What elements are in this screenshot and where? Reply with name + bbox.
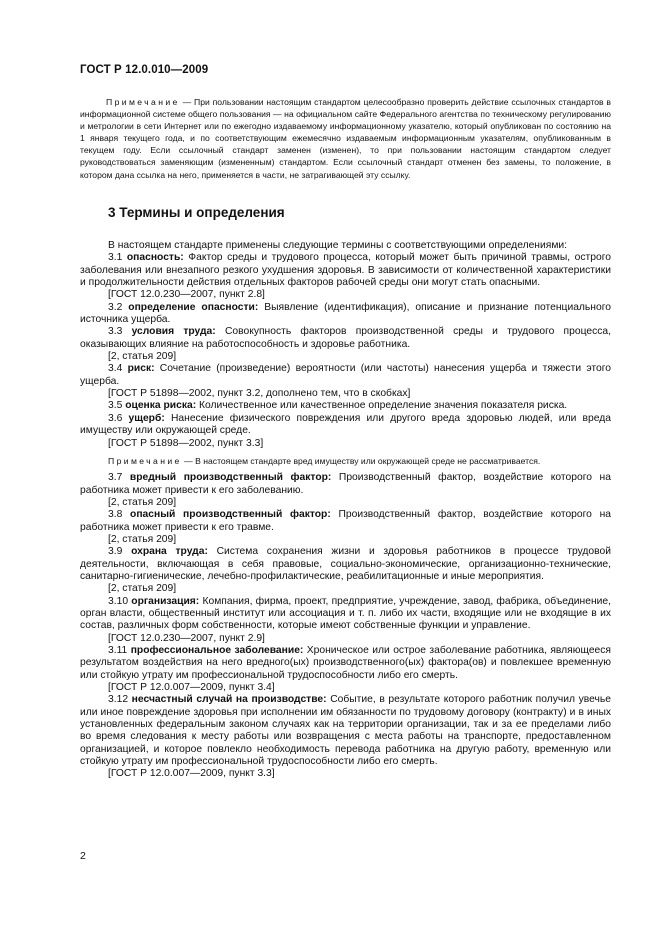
term-name: условия труда: (131, 326, 216, 338)
page-number: 2 (80, 850, 86, 862)
term-name: риск: (127, 363, 155, 375)
term-3-4: 3.4 риск: Сочетание (произведение) вероятности (или частоты) нанесения ущерба и тяжести этого ущерба. (80, 363, 611, 387)
note-text: — При пользовании настоящим стандартом целесообразно проверить действие ссылочных стандартов в информационной системе общего пользования — на официальном сайте Федерального агентства по техническому регулированию и метрологии в сети Интернет или по ежегодно издаваемому информационному указателю, который опубликован по состоянию на 1 января текущего года, и по соответствующим ежемесячно издаваемым информационным указателям, опубликованным в текущем году. Если ссылочный стандарт заменен (изменен), то при пользовании настоящим стандартом следует руководствоваться заменяющим (измененным) стандартом. Если ссылочный стандарт отменен без замены, то положение, в котором дана ссылка на него, применяется в части, не затрагивающей эту ссылку. (80, 97, 612, 180)
term-3-8-ref: [2, статья 209] (108, 533, 177, 545)
term-3-7-ref: [2, статья 209] (108, 496, 177, 508)
term-3-7: 3.7 вредный производственный фактор: Производственный фактор, воздействие которого на работника может привести к его заболеванию. (80, 472, 611, 496)
term-name: профессиональное заболевание: (130, 645, 304, 656)
term-3-4-ref: [ГОСТ Р 51898—2002, пункт 3.2, дополнено тем, что в скобках] (108, 388, 411, 400)
term-3-10-ref: [ГОСТ 12.0.230—2007, пункт 2.9] (108, 632, 265, 644)
note-harm-scope: Примечание — В настоящем стандарте вред имуществу или окружающей среде не рассматривается. (108, 455, 541, 466)
term-3-10: 3.10 организация: Компания, фирма, проект, предприятие, учреждение, завод, фабрика, объединение, орган власти, общественный институт или ассоциация и т. п. либо их части, входящие или не входящие в их состав, различных форм собственности, которые имеют собственные функции и управление. (80, 595, 611, 632)
term-3-1: 3.1 опасность: Фактор среды и трудового процесса, который может быть причиной травмы, острого заболевания или внезапного резкого ухудшения здоровья. В зависимости от количественной характеристики и продолжительности действия отдельных факторов рабочей среды они могут стать опасными. (80, 252, 611, 289)
term-name: организация: (131, 595, 200, 607)
term-3-12-ref: [ГОСТ Р 12.0.007—2009, пункт 3.3] (108, 768, 275, 780)
term-3-9-ref: [2, статья 209] (108, 583, 177, 595)
note-label: Примечание (106, 97, 180, 107)
term-name: вредный производственный фактор: (129, 472, 332, 484)
term-3-2: 3.2 определение опасности: Выявление (идентификация), описание и признание потенциального источника ущерба. (80, 301, 611, 326)
section-title: 3 Термины и определения (108, 205, 285, 220)
term-name: охрана труда: (131, 546, 208, 558)
term-name: опасный производственный фактор: (130, 509, 331, 521)
term-name: несчастный случай на производстве: (131, 694, 327, 706)
term-3-11: 3.11 профессиональное заболевание: Хроническое или острое заболевание работника, являющееся результатом воздействия на него вредного(ых) производственного(ых) фактора(ов) и повлекшее временную или стойкую утрату им профессиональной трудоспособности либо его смерть. (80, 645, 611, 681)
term-3-6-ref: [ГОСТ Р 51898—2002, пункт 3.3] (108, 437, 264, 449)
term-name: ущерб: (128, 412, 165, 424)
term-name: опасность: (126, 252, 184, 264)
term-3-6: 3.6 ущерб: Нанесение физического повреждения или другого вреда здоровью людей, или вреда имуществу или окружающей среде. (80, 412, 611, 437)
term-3-3-ref: [2, статья 209] (108, 351, 177, 363)
term-3-11-ref: [ГОСТ Р 12.0.007—2009, пункт 3.4] (108, 682, 275, 694)
term-3-5: 3.5 оценка риска: Количественное или качественное определение значения показателя риска. (108, 400, 568, 412)
document-header: ГОСТ Р 12.0.010—2009 (80, 64, 209, 76)
term-name: определение опасности: (128, 301, 259, 313)
section-intro: В настоящем стандарте применены следующие термины с соответствующими определениями: (108, 240, 568, 251)
section-body (80, 240, 611, 781)
term-name: оценка риска: (125, 400, 197, 412)
term-3-8: 3.8 опасный производственный фактор: Производственный фактор, воздействие которого на работника может привести к его травме. (80, 509, 611, 533)
note-referenced-standards (80, 96, 611, 181)
term-3-3: 3.3 условия труда: Совокупность факторов производственной среды и трудового процесса, оказывающих влияние на работоспособность и здоровье работника. (80, 326, 611, 350)
term-3-9: 3.9 охрана труда: Система сохранения жизни и здоровья работников в процессе трудовой деятельности, включающая в себя правовые, социально-экономические, организационно-технические, санитарно-гигиенические, лечебно-профилактические, реабилитационные и иные мероприятия. (80, 546, 611, 582)
term-3-12: 3.12 несчастный случай на производстве: Событие, в результате которого работник получил увечье или иное повреждение здоровья при исполнении им обязанности по трудовому договору (контракту) и в иных установленных федеральным законом случаях как на территории организации, так и за ее пределами либо во время следования к месту работы или возвращения с места работы на транспорте, предоставленном организацией, и которое повлекло необходимость перевода работника на другую работу, временную или стойкую утрату им профессиональной трудоспособности либо его смерть. (80, 694, 611, 768)
term-3-1-ref: [ГОСТ 12.0.230—2007, пункт 2.8] (108, 289, 265, 301)
